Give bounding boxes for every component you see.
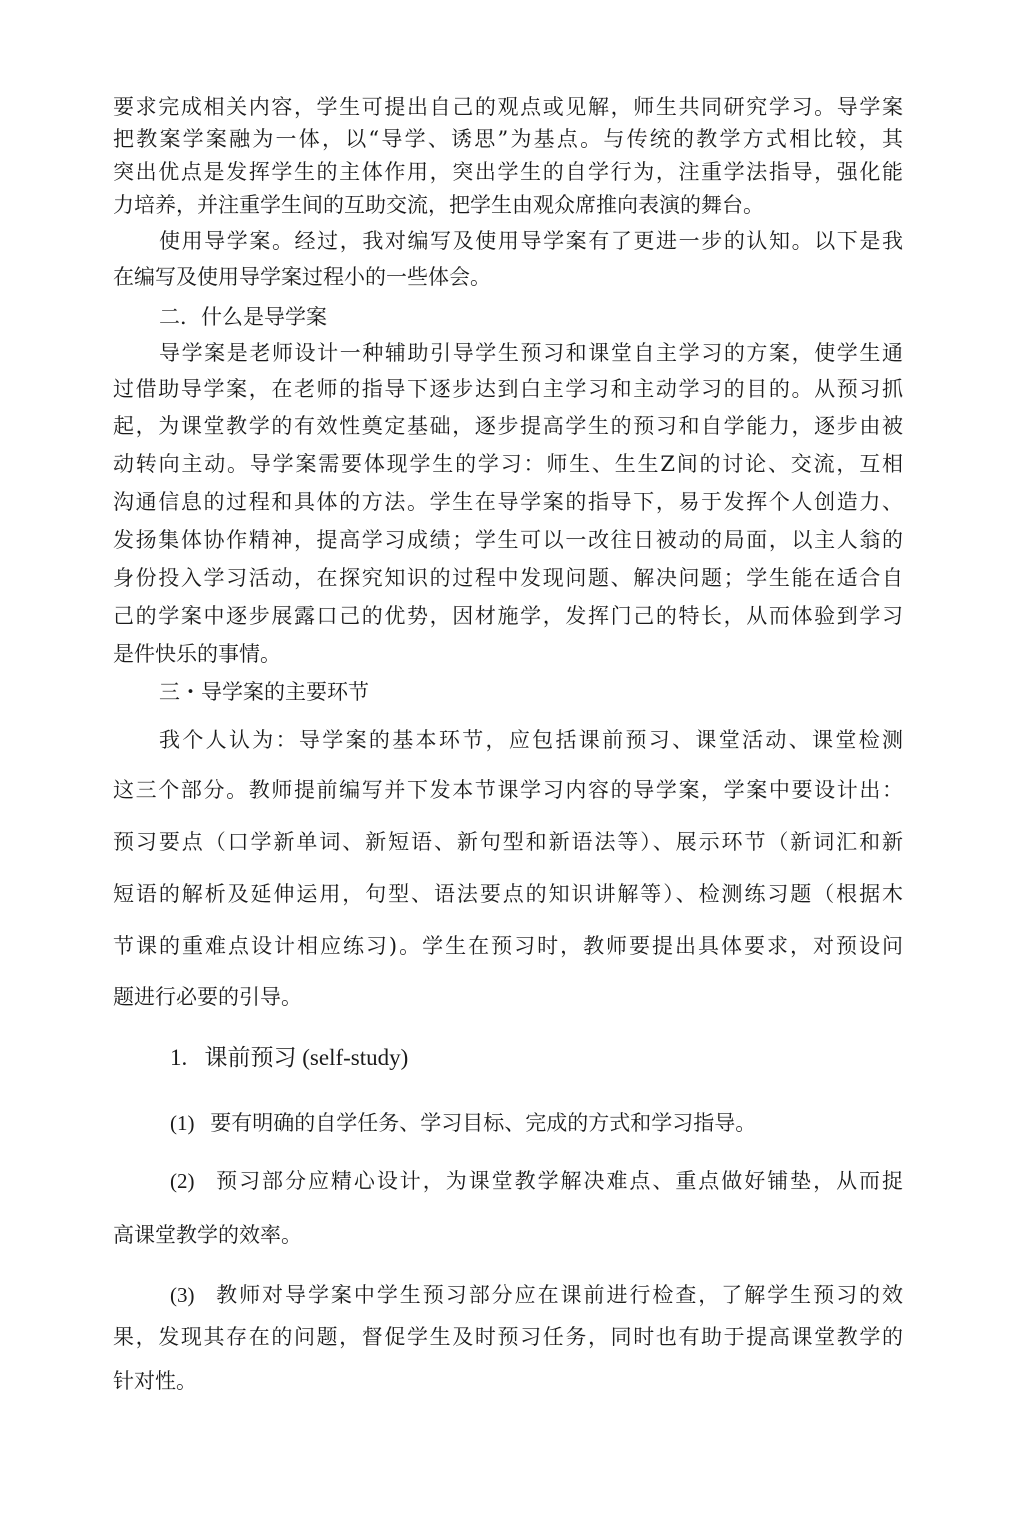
paragraph-line: 使用导学案。经过，我对编写及使用导学案有了更进一步的认知。以下是我: [159, 229, 903, 253]
paragraph-line: 沟通信息的过程和具体的方法。学生在导学案的指导下，易于发挥个人创造力、: [113, 490, 903, 514]
paragraph-line: 预习要点（口学新单词、新短语、新句型和新语法等）、展示环节（新词汇和新: [113, 830, 903, 854]
paragraph-line: 题进行必要的引导。: [113, 985, 302, 1009]
paragraph-line: 过借助导学案，在老师的指导下逐步达到白主学习和主动学习的目的。从预习抓: [113, 377, 903, 401]
paragraph-line: 是件快乐的事情。: [113, 642, 281, 666]
paragraph-line: 动转向主动。导学案需要体现学生的学习：师生、生生Z间的讨论、交流，互相: [113, 452, 903, 476]
section-heading: 二．什么是导学案: [159, 305, 327, 329]
paragraph-line: 力培养，并注重学生间的互助交流，把学生由观众席推向表演的舞台。: [113, 193, 764, 217]
paragraph-line: 突出优点是发挥学生的主体作用，突出学生的自学行为，注重学法指导，强化能: [113, 160, 903, 184]
paragraph-line: 在编写及使用导学案过程小的一些体会。: [113, 265, 491, 289]
paragraph-line: 导学案是老师设计一种辅助引导学生预习和课堂自主学习的方案，使学生通: [159, 341, 903, 365]
paragraph-line: 身份投入学习活动，在探究知识的过程中发现问题、解决问题；学生能在适合自: [113, 566, 903, 590]
list-item: (2) 预习部分应精心设计，为课堂教学解决难点、重点做好铺垫，从而捉: [170, 1169, 903, 1193]
subsection-heading: 1. 课前预习 (self-study): [170, 1045, 409, 1070]
paragraph-line: 起，为课堂教学的有效性奠定基础，逐步提高学生的预习和自学能力，逐步由被: [113, 414, 903, 438]
paragraph-line: 果，发现其存在的问题，督促学生及时预习任务，同时也有助于提高课堂教学的: [113, 1325, 903, 1349]
list-item: (3) 教师对导学案中学生预习部分应在课前进行检查，了解学生预习的效: [170, 1283, 903, 1307]
paragraph-line: 己的学案中逐步展露口己的优势，因材施学，发挥门己的特长，从而体验到学习: [113, 604, 903, 628]
paragraph-line: 高课堂教学的效率。: [113, 1223, 302, 1247]
paragraph-line: 这三个部分。教师提前编写并下发本节课学习内容的导学案，学案中要设计出：: [113, 778, 903, 802]
paragraph-line: 要求完成相关内容，学生可提出自己的观点或见解，师生共同研究学习。导学案: [113, 95, 903, 119]
paragraph-line: 我个人认为：导学案的基本环节，应包括课前预习、课堂活动、课堂检测: [159, 728, 903, 752]
section-heading: 三・导学案的主要环节: [159, 680, 369, 704]
list-item: (1) 要有明确的自学任务、学习目标、完成的方式和学习指导。: [170, 1111, 757, 1135]
paragraph-line: 短语的解析及延伸运用，句型、语法要点的知识讲解等）、检测练习题（根据木: [113, 882, 903, 906]
paragraph-line: 针对性。: [113, 1369, 197, 1393]
paragraph-line: 节课的重难点设计相应练习)。学生在预习时，教师要提出具体要求，对预设问: [113, 934, 903, 958]
paragraph-line: 发扬集体协作精神，提高学习成绩；学生可以一改往日被动的局面，以主人翁的: [113, 528, 903, 552]
paragraph-line: 把教案学案融为一体，以“导学、诱思”为基点。与传统的教学方式相比较，其: [113, 127, 903, 151]
